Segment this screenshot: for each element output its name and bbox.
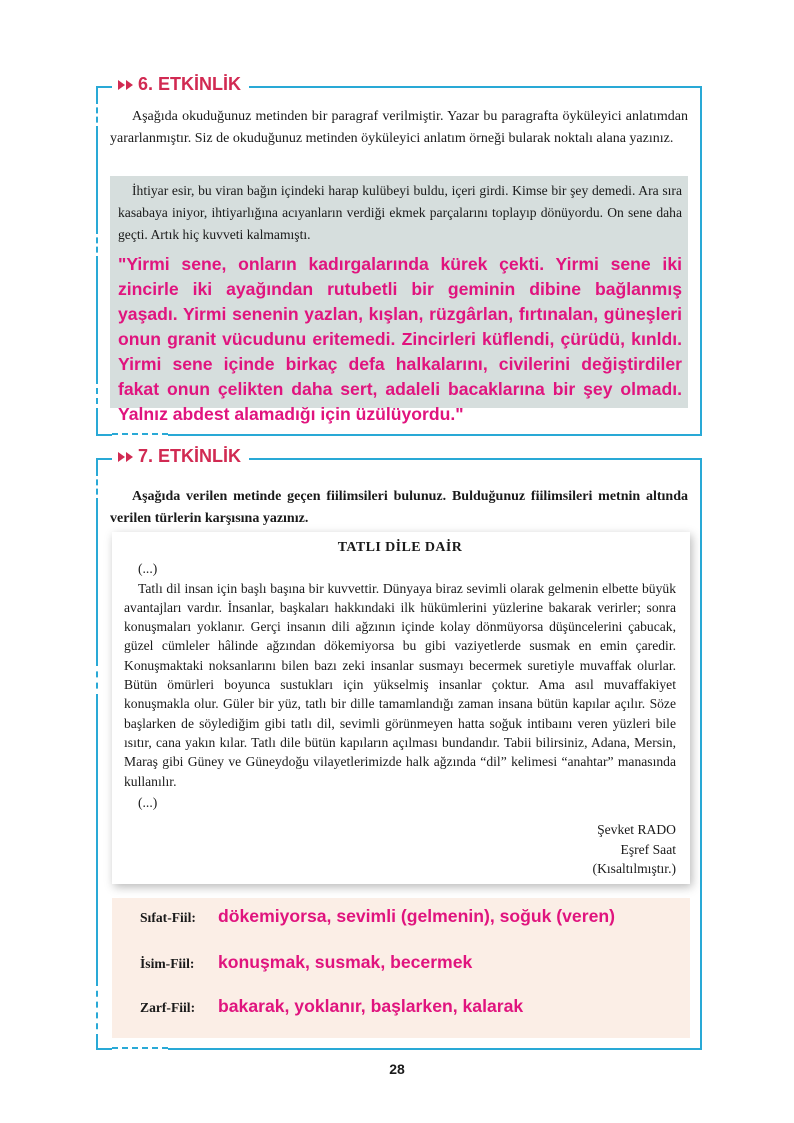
reading-title: TATLI DİLE DAİR — [337, 540, 463, 555]
frame-dashed-segment — [95, 98, 100, 132]
frame-dashed-segment — [95, 980, 100, 1040]
activity-7-title: 7. ETKİNLİK — [138, 446, 242, 466]
page-number: 28 — [389, 1061, 405, 1077]
frame-dashed-segment — [112, 1046, 168, 1051]
frame-dashed-segment — [95, 470, 100, 504]
frame-dashed-segment — [95, 378, 100, 414]
ellipsis-top: (...) — [138, 561, 158, 577]
activity-6-answer: "Yirmi sene, onların kadırgalarında kürek çekti. Yirmi sene iki zincirle iki ayağından rutubetli bir geminin dibine bağlanmış yaşadı. Yirmi senenin yazlan, kışlan, rüzgârlan, fırtınalan, güneşleri onun granit vücudunu eritemedi. Zincirleri küflendi, çürüdü, kınldı. Yirmi sene içinde birkaç defa halkalarını, civilerini değiştirdiler fakat onun çelikten daha sert, adaleli bacaklarına bir şey olmadı. Yalnız abdest alamadığı için üzülüyordu." — [118, 254, 682, 424]
answer-label: İsim-Fiil: — [140, 956, 195, 971]
work-title: Eşref Saat — [620, 841, 676, 857]
activity-6-box — [96, 74, 702, 436]
answer-label: Zarf-Fiil: — [140, 1000, 196, 1015]
abridged-note: (Kısaltılmıştır.) — [592, 861, 676, 877]
answer-value: bakarak, yoklanır, başlarken, kalarak — [218, 996, 524, 1016]
answer-value: konuşmak, susmak, becermek — [218, 952, 473, 972]
author-name: Şevket RADO — [597, 822, 676, 838]
activity-6-heading — [112, 74, 249, 95]
reading-text-card — [112, 532, 690, 884]
answer-row-zarf-fiil — [140, 996, 523, 1017]
verbal-types-answer-area — [112, 898, 690, 1038]
double-arrow-icon — [118, 80, 133, 90]
answer-row-sifat-fiil — [140, 906, 615, 927]
answer-value: dökemiyorsa, sevimli (gelmenin), soğuk (veren) — [218, 906, 615, 926]
reading-body: Tatlı dil insan için başlı başına bir kuvvettir. Dünyaya biraz sevimli olarak gelmenin elbette büyük avantajları vardır. İnsanlar, başkaları hakkındaki ilk hükümlerini yüzlerine bakarak verirler; sonra konuşmaları yoklanır. Gerçi insanın dili ağzının içinde kolay dönmüyorsa düşüncelerini çabucak, güzel cümleler hâlinde ağzından dökemiyorsa bu gibi vaziyetlerde susmak en emin çaredir. Konuşmaktaki noksanlarını bilen bazı zeki insanlar susmayı becermek suretiyle muvaffak olurlar. Bütün ömürleri boyunca sustukları için yükselmiş insanlar çoktur. Ama asıl muvaffakiyet konuşmakla olur. Güler bir yüz, tatlı bir dille tamamlandığı zaman insana bütün kapılar açılır. Söze başlarken de söylediğim gibi tatlı dil, sevimli görünmeyen hatta soğuk intibaını veren yüzleri bile ısıtır, cana yakın kılar. Tatlı dile bütün kapıların açılması bundandır. Tabii bilirsiniz, Adana, Mersin, Maraş gibi Güney ve Güneydoğu vilayetlerimizde halk ağzında “dil” kelimesi “anahtar” manasında kullanılır. — [124, 580, 676, 789]
answer-row-isim-fiil — [140, 952, 472, 973]
frame-dashed-segment — [112, 432, 168, 437]
answer-label: Sıfat-Fiil: — [140, 910, 196, 925]
frame-dashed-segment — [95, 228, 100, 262]
activity-6-writing-area — [110, 176, 688, 424]
source-paragraph: İhtiyar esir, bu viran bağın içindeki harap kulübeyi buldu, içeri girdi. Kimse bir şey demedi. Ara sıra kasabaya iniyor, ihtiyarlığına acıyanların verdiği ekmek parçalarını toplayıp dönüyordu. On sene daha geçti. Artık hiç kuvveti kalmamıştı. — [118, 183, 682, 242]
activity-7-heading — [112, 446, 249, 467]
activity-6-title: 6. ETKİNLİK — [138, 74, 242, 94]
activity-7-instruction: Aşağıda verilen metinde geçen fiilimsileri bulunuz. Bulduğunuz fiilimsileri metnin altında verilen türlerin karşısına yazınız. — [110, 489, 688, 526]
activity-7-box — [96, 446, 702, 1050]
frame-dashed-segment — [95, 660, 100, 700]
activity-6-instruction: Aşağıda okuduğunuz metinden bir paragraf verilmiştir. Yazar bu paragrafta öyküleyici anlatımdan yararlanmıştır. Siz de okuduğunuz metinden öyküleyici anlatım örneği bularak noktalı alana yazınız. — [110, 109, 688, 146]
ellipsis-bottom: (...) — [138, 794, 158, 810]
double-arrow-icon — [118, 452, 133, 462]
source-attribution — [124, 820, 676, 879]
